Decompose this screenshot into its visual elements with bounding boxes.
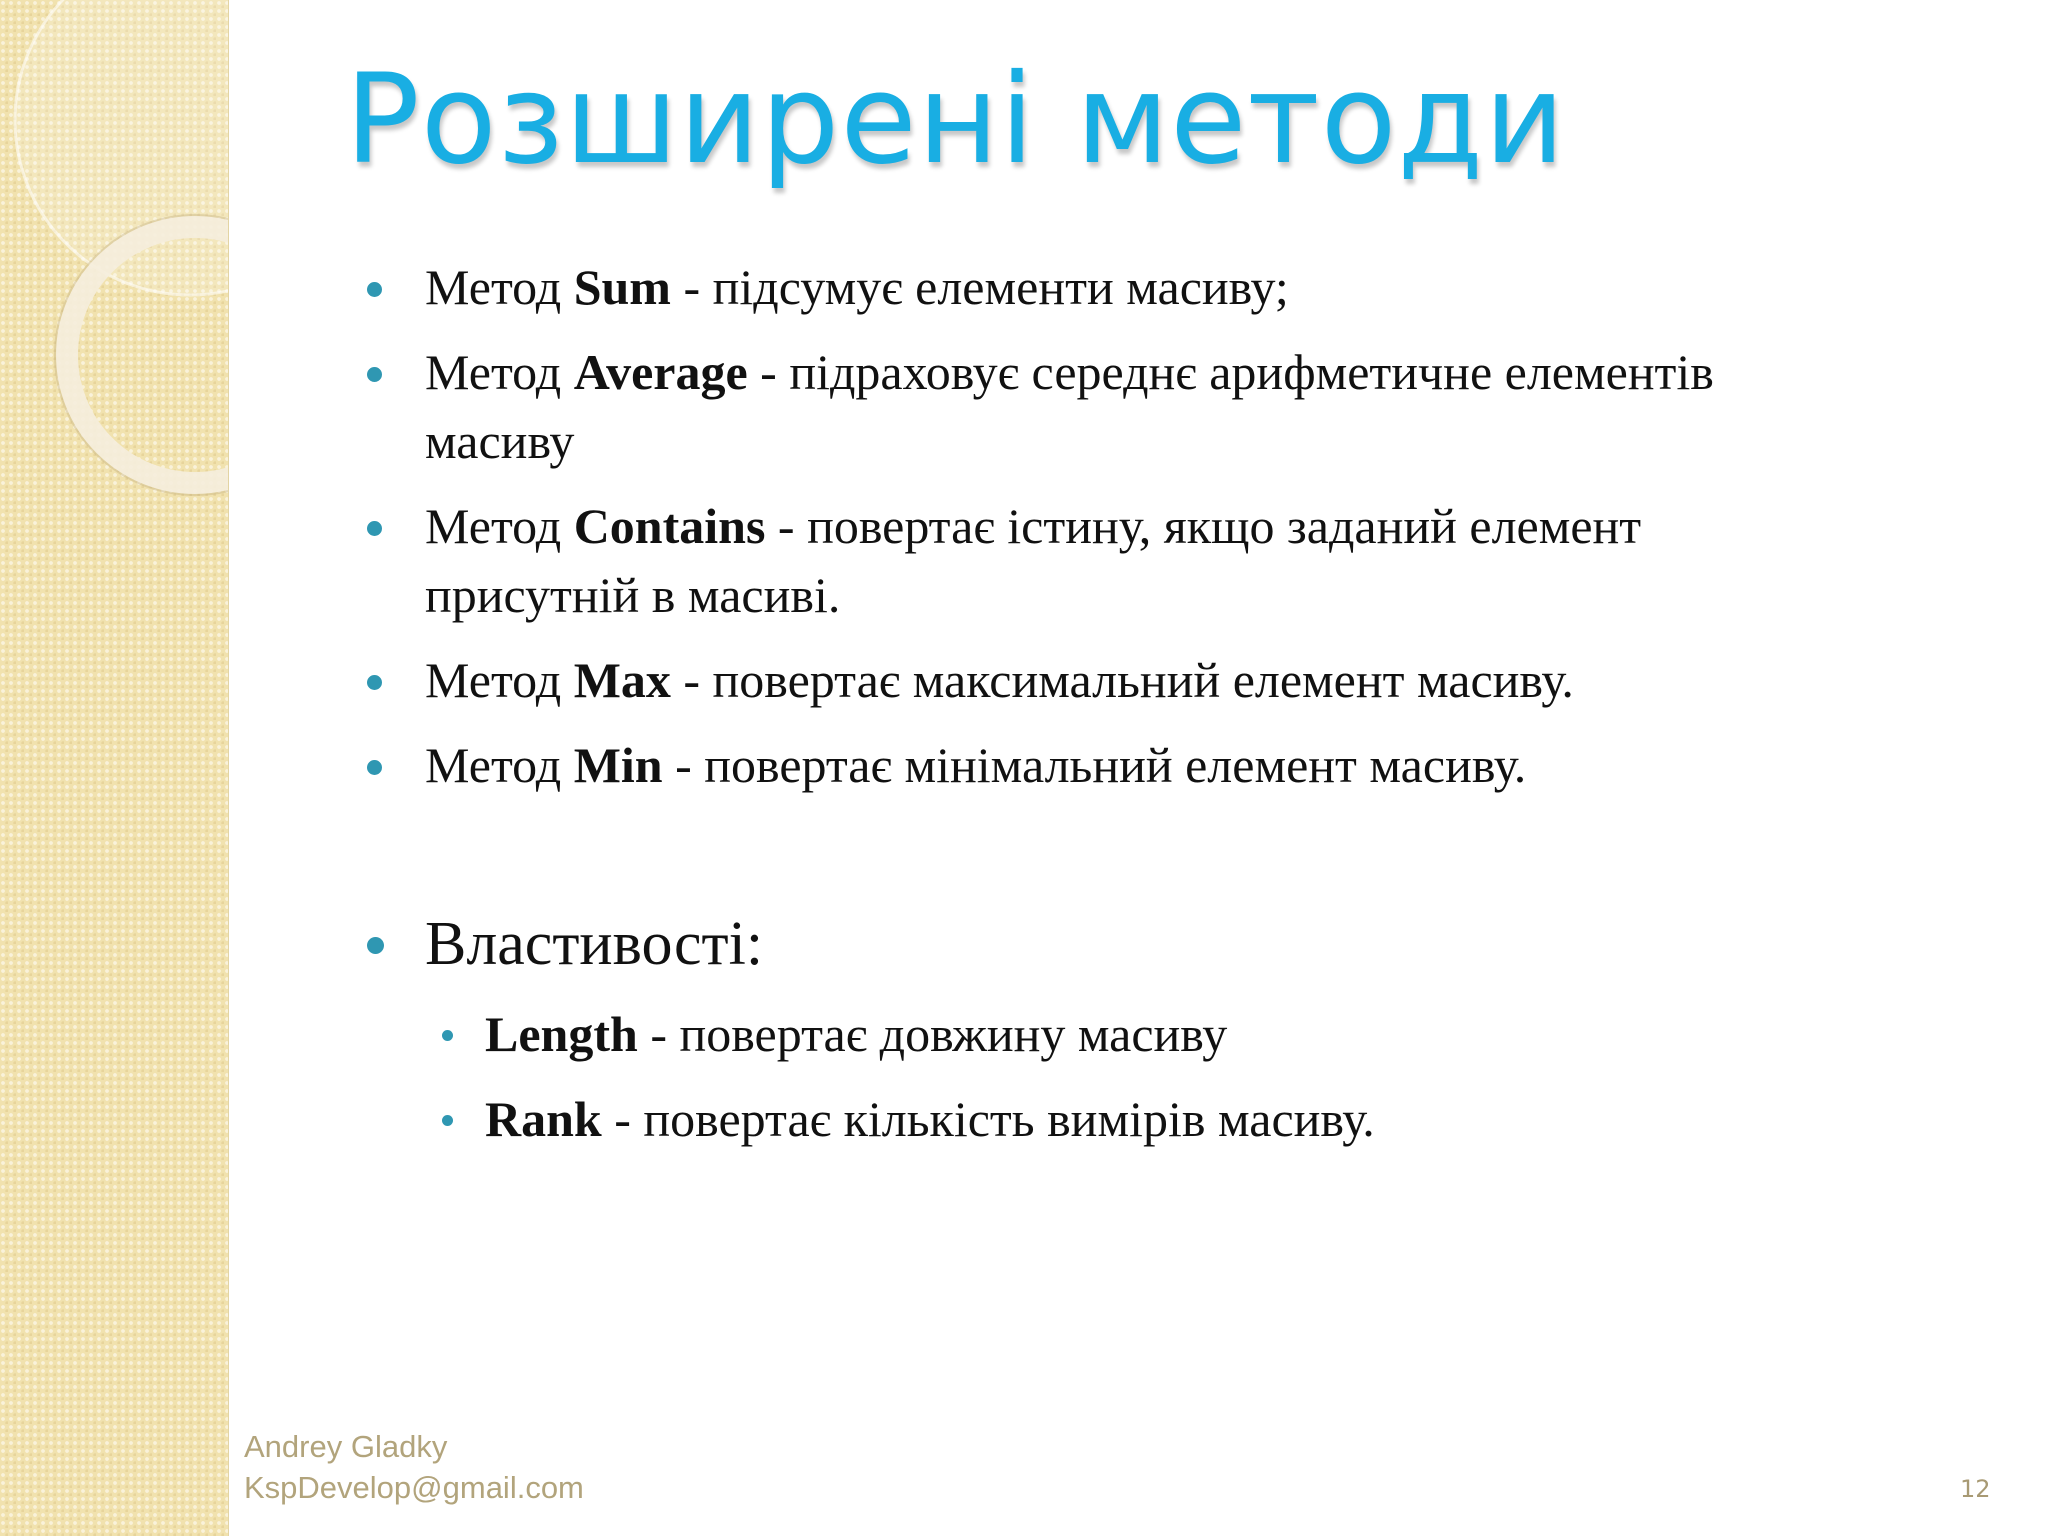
property-name: Rank bbox=[485, 1091, 602, 1147]
method-name: Max bbox=[573, 652, 671, 708]
bullet-dot bbox=[367, 937, 384, 954]
bullet-dot bbox=[367, 367, 382, 382]
slide-title: Розширені методи bbox=[345, 48, 1566, 192]
property-item-length bbox=[485, 1000, 1227, 1069]
method-item-contains-cont: присутній в масиві. bbox=[425, 567, 841, 623]
sub-bullet-dot bbox=[442, 1115, 453, 1126]
properties-heading: Властивості: bbox=[425, 910, 764, 978]
bullet-dot bbox=[367, 760, 382, 775]
method-prefix: Метод bbox=[425, 498, 574, 554]
method-prefix: Метод bbox=[425, 737, 574, 793]
method-prefix: Метод bbox=[425, 259, 574, 315]
method-item-average bbox=[425, 338, 1714, 407]
method-desc: - повертає максимальний елемент масиву. bbox=[670, 652, 1574, 708]
method-prefix: Метод bbox=[425, 344, 574, 400]
method-name: Average bbox=[573, 344, 748, 400]
decorative-rings bbox=[0, 0, 228, 1536]
footer-author: Andrey Gladky bbox=[244, 1429, 448, 1464]
bullet-dot bbox=[367, 675, 382, 690]
method-item-min bbox=[425, 731, 1526, 800]
property-item-rank bbox=[485, 1085, 1375, 1154]
method-desc: - повертає істину, якщо заданий елемент bbox=[765, 498, 1642, 554]
sub-bullet-dot bbox=[442, 1030, 453, 1041]
page-number: 12 bbox=[1960, 1475, 1991, 1503]
method-item-max bbox=[425, 646, 1574, 715]
footer-email: KspDevelop@gmail.com bbox=[244, 1470, 584, 1505]
method-prefix: Метод bbox=[425, 652, 574, 708]
decorative-sidebar bbox=[0, 0, 229, 1536]
method-item-sum bbox=[425, 253, 1289, 322]
method-name: Contains bbox=[573, 498, 766, 554]
method-item-contains bbox=[425, 492, 1641, 561]
method-desc: - підсумує елементи масиву; bbox=[670, 259, 1289, 315]
method-name: Sum bbox=[573, 259, 671, 315]
method-item-average-cont: масиву bbox=[425, 413, 575, 469]
method-desc: - підраховує середнє арифметичне елементів bbox=[747, 344, 1714, 400]
property-desc: - повертає кількість вимірів масиву. bbox=[601, 1091, 1375, 1147]
method-desc: - повертає мінімальний елемент масиву. bbox=[662, 737, 1527, 793]
method-name: Min bbox=[573, 737, 663, 793]
property-name: Length bbox=[485, 1006, 638, 1062]
property-desc: - повертає довжину масиву bbox=[637, 1006, 1228, 1062]
bullet-dot bbox=[367, 521, 382, 536]
bullet-dot bbox=[367, 282, 382, 297]
